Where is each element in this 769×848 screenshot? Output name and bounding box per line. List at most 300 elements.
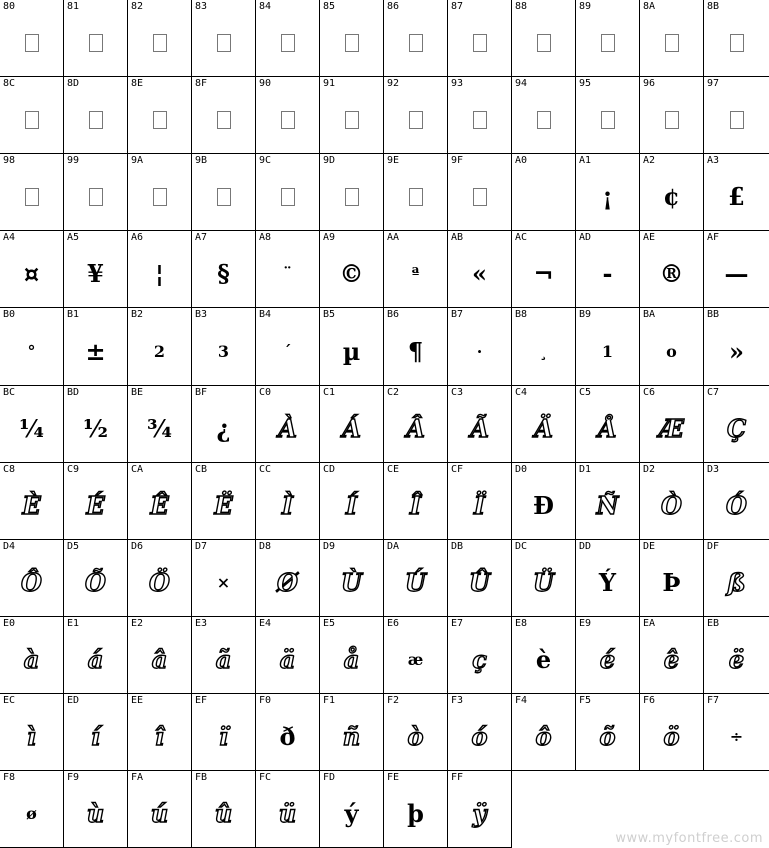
glyph-cell [448, 617, 512, 694]
glyph-code-label: AE [643, 232, 656, 243]
glyph-cell [320, 694, 384, 771]
glyph-character [512, 164, 575, 230]
glyph-cell [128, 77, 192, 154]
glyph-cell [64, 694, 128, 771]
glyph-code-label: D6 [131, 541, 144, 552]
glyph-code-label: E4 [259, 618, 272, 629]
glyph-character: Õ [85, 568, 106, 597]
glyph-character: Ý [598, 568, 617, 597]
glyph-cell [384, 308, 448, 386]
glyph-cell [64, 154, 128, 231]
glyph-cell [320, 231, 384, 308]
glyph-code-label: A1 [579, 155, 592, 166]
missing-glyph-box [704, 10, 769, 76]
missing-glyph-icon [665, 34, 679, 52]
missing-glyph-icon [281, 188, 295, 206]
glyph-cell [256, 154, 320, 231]
glyph-code-label: BC [3, 387, 16, 398]
glyph-cell [0, 694, 64, 771]
glyph-character: Ì [281, 491, 294, 520]
glyph-code-label: 9D [323, 155, 336, 166]
missing-glyph-icon [25, 34, 39, 52]
glyph-cell [256, 463, 320, 540]
glyph-code-label: CA [131, 464, 144, 475]
glyph-code-label: 93 [451, 78, 464, 89]
glyph-character: ½ [82, 414, 109, 443]
glyph-cell [256, 540, 320, 617]
glyph-character: ç [472, 645, 487, 674]
glyph-code-label: E5 [323, 618, 336, 629]
glyph-character: þ [407, 799, 424, 828]
glyph-character: è [535, 645, 552, 674]
glyph-cell [192, 231, 256, 308]
glyph-character: × [216, 573, 231, 592]
glyph-cell [576, 0, 640, 77]
glyph-character: ÷ [729, 727, 744, 746]
glyph-cell [384, 771, 448, 848]
missing-glyph-icon [665, 111, 679, 129]
glyph-code-label: C8 [3, 464, 16, 475]
glyph-character: û [214, 799, 233, 828]
missing-glyph-box [0, 10, 63, 76]
glyph-code-label: C1 [323, 387, 336, 398]
glyph-cell [704, 386, 769, 463]
glyph-cell [512, 463, 576, 540]
glyph-cell [320, 771, 384, 848]
glyph-code-label: 86 [387, 1, 400, 12]
glyph-cell [128, 540, 192, 617]
glyph-cell [704, 0, 769, 77]
glyph-cell [192, 463, 256, 540]
glyph-cell [256, 0, 320, 77]
glyph-code-label: F9 [67, 772, 80, 783]
missing-glyph-icon [345, 111, 359, 129]
glyph-code-label: EE [131, 695, 144, 706]
glyph-cell [0, 0, 64, 77]
glyph-code-label: C0 [259, 387, 272, 398]
glyph-character: à [23, 645, 40, 674]
glyph-character: ¾ [146, 414, 173, 443]
missing-glyph-box [512, 87, 575, 153]
glyph-character: © [339, 259, 364, 288]
glyph-character: ¢ [663, 182, 680, 211]
missing-glyph-box [320, 10, 383, 76]
glyph-code-label: D4 [3, 541, 16, 552]
glyph-character: « [472, 259, 487, 288]
missing-glyph-icon [281, 111, 295, 129]
glyph-code-label: DC [515, 541, 528, 552]
glyph-cell [0, 617, 64, 694]
glyph-cell [384, 386, 448, 463]
missing-glyph-icon [537, 34, 551, 52]
glyph-character: ¨ [283, 264, 292, 283]
glyph-cell [576, 308, 640, 386]
missing-glyph-icon [537, 111, 551, 129]
glyph-character: Ø [277, 568, 298, 597]
glyph-code-label: E1 [67, 618, 80, 629]
glyph-character: Û [469, 568, 490, 597]
glyph-code-label: BA [643, 309, 656, 320]
glyph-cell [0, 463, 64, 540]
glyph-code-label: A7 [195, 232, 208, 243]
glyph-cell [576, 463, 640, 540]
glyph-code-label: 8C [3, 78, 16, 89]
glyph-code-label: 85 [323, 1, 336, 12]
glyph-code-label: B2 [131, 309, 144, 320]
glyph-character: ¥ [87, 259, 104, 288]
glyph-character: ì [26, 722, 37, 751]
missing-glyph-icon [409, 34, 423, 52]
glyph-code-label: CB [195, 464, 208, 475]
glyph-character: ¿ [216, 414, 231, 443]
glyph-code-label: D3 [707, 464, 720, 475]
missing-glyph-icon [89, 34, 103, 52]
glyph-cell [640, 463, 704, 540]
glyph-character: ý [344, 799, 359, 828]
glyph-cell [192, 308, 256, 386]
glyph-cell [576, 540, 640, 617]
glyph-cell [320, 0, 384, 77]
glyph-cell [128, 771, 192, 848]
glyph-cell [384, 0, 448, 77]
glyph-cell [384, 231, 448, 308]
glyph-cell [320, 386, 384, 463]
glyph-code-label: E2 [131, 618, 144, 629]
glyph-cell [640, 77, 704, 154]
missing-glyph-icon [345, 34, 359, 52]
glyph-cell [704, 617, 769, 694]
glyph-cell [640, 231, 704, 308]
glyph-cell [512, 540, 576, 617]
glyph-code-label: CC [259, 464, 272, 475]
glyph-cell [640, 617, 704, 694]
glyph-code-label: 99 [67, 155, 80, 166]
glyph-code-label: A0 [515, 155, 528, 166]
glyph-character: 3 [217, 341, 230, 361]
glyph-cell [64, 308, 128, 386]
glyph-code-label: BE [131, 387, 144, 398]
glyph-code-label: DD [579, 541, 592, 552]
glyph-code-label: A3 [707, 155, 720, 166]
glyph-code-label: E9 [579, 618, 592, 629]
glyph-code-label: 92 [387, 78, 400, 89]
glyph-character: é [599, 645, 616, 674]
watermark: www.myfontfree.com [615, 831, 763, 846]
missing-glyph-icon [601, 34, 615, 52]
glyph-cell [192, 154, 256, 231]
missing-glyph-box [192, 164, 255, 230]
glyph-character: Ã [470, 414, 489, 443]
missing-glyph-icon [409, 188, 423, 206]
glyph-character: ñ [342, 722, 361, 751]
glyph-cell [320, 617, 384, 694]
glyph-code-label: ED [67, 695, 80, 706]
missing-glyph-icon [473, 34, 487, 52]
glyph-character: ï [218, 722, 229, 751]
glyph-cell [0, 386, 64, 463]
glyph-code-label: EB [707, 618, 720, 629]
glyph-cell [448, 463, 512, 540]
glyph-cell [256, 617, 320, 694]
glyph-code-label: D8 [259, 541, 272, 552]
glyph-cell [64, 231, 128, 308]
glyph-character: ù [86, 799, 105, 828]
glyph-character: ¼ [18, 414, 45, 443]
glyph-character: ä [279, 645, 296, 674]
glyph-code-label: A2 [643, 155, 656, 166]
glyph-character: Þ [662, 568, 681, 597]
glyph-cell [256, 77, 320, 154]
glyph-code-label: FE [387, 772, 400, 783]
glyph-cell [576, 231, 640, 308]
glyph-cell [192, 771, 256, 848]
glyph-code-label: CE [387, 464, 400, 475]
glyph-code-label: FB [195, 772, 208, 783]
glyph-cell [448, 694, 512, 771]
glyph-code-label: A5 [67, 232, 80, 243]
missing-glyph-box [512, 10, 575, 76]
glyph-character: ´ [283, 341, 292, 361]
glyph-cell [320, 463, 384, 540]
glyph-code-label: DE [643, 541, 656, 552]
glyph-character: Ü [533, 568, 554, 597]
glyph-character: £ [728, 182, 745, 211]
missing-glyph-box [448, 10, 511, 76]
glyph-character: á [87, 645, 104, 674]
glyph-code-label: C4 [515, 387, 528, 398]
glyph-code-label: B7 [451, 309, 464, 320]
missing-glyph-box [64, 164, 127, 230]
glyph-code-label: D5 [67, 541, 80, 552]
glyph-character: ° [27, 341, 36, 361]
glyph-cell [640, 154, 704, 231]
glyph-cell [128, 231, 192, 308]
glyph-cell [512, 694, 576, 771]
glyph-code-label: D0 [515, 464, 528, 475]
missing-glyph-box [64, 10, 127, 76]
glyph-code-label: AD [579, 232, 592, 243]
glyph-code-label: C6 [643, 387, 656, 398]
glyph-cell [512, 386, 576, 463]
glyph-code-label: B8 [515, 309, 528, 320]
missing-glyph-box [448, 164, 511, 230]
glyph-code-label: BF [195, 387, 208, 398]
glyph-cell [704, 694, 769, 771]
glyph-character: » [729, 336, 744, 366]
glyph-character: æ [407, 650, 424, 669]
missing-glyph-box [384, 164, 447, 230]
missing-glyph-box [704, 87, 769, 153]
missing-glyph-icon [473, 111, 487, 129]
glyph-character: Ä [534, 414, 553, 443]
glyph-character: â [151, 645, 168, 674]
glyph-code-label: 83 [195, 1, 208, 12]
glyph-code-label: BB [707, 309, 720, 320]
missing-glyph-icon [409, 111, 423, 129]
glyph-code-label: 97 [707, 78, 720, 89]
missing-glyph-icon [217, 111, 231, 129]
glyph-code-label: E0 [3, 618, 16, 629]
glyph-code-label: B0 [3, 309, 16, 320]
glyph-code-label: B1 [67, 309, 80, 320]
glyph-cell [704, 540, 769, 617]
glyph-code-label: F4 [515, 695, 528, 706]
missing-glyph-box [128, 164, 191, 230]
glyph-code-label: F6 [643, 695, 656, 706]
glyph-code-label: F1 [323, 695, 336, 706]
glyph-cell [192, 540, 256, 617]
missing-glyph-box [384, 87, 447, 153]
glyph-cell [64, 0, 128, 77]
glyph-cell [448, 386, 512, 463]
glyph-character: ¦ [155, 259, 164, 288]
glyph-code-label: C9 [67, 464, 80, 475]
glyph-code-label: CD [323, 464, 336, 475]
missing-glyph-icon [89, 111, 103, 129]
glyph-character: · [476, 341, 483, 361]
missing-glyph-icon [730, 111, 744, 129]
glyph-code-label: 89 [579, 1, 592, 12]
glyph-character: Ó [726, 491, 747, 520]
glyph-cell [384, 694, 448, 771]
glyph-code-label: C5 [579, 387, 592, 398]
glyph-cell [256, 694, 320, 771]
glyph-cell [320, 308, 384, 386]
glyph-cell [512, 231, 576, 308]
glyph-cell [128, 0, 192, 77]
glyph-code-label: B6 [387, 309, 400, 320]
glyph-code-label: A4 [3, 232, 16, 243]
glyph-code-label: C2 [387, 387, 400, 398]
missing-glyph-box [0, 87, 63, 153]
glyph-character: o [666, 341, 677, 361]
glyph-cell [512, 154, 576, 231]
glyph-code-label: 9B [195, 155, 208, 166]
glyph-character: Å [598, 414, 617, 443]
glyph-cell [640, 0, 704, 77]
glyph-code-label: 88 [515, 1, 528, 12]
glyph-cell [0, 540, 64, 617]
glyph-cell [0, 154, 64, 231]
glyph-code-label: 96 [643, 78, 656, 89]
glyph-character: å [343, 645, 360, 674]
glyph-code-label: 9F [451, 155, 464, 166]
glyph-character: Ç [726, 414, 747, 443]
glyph-cell [448, 308, 512, 386]
glyph-cell [512, 308, 576, 386]
glyph-character: Â [406, 414, 425, 443]
glyph-cell [576, 386, 640, 463]
missing-glyph-box [576, 87, 639, 153]
missing-glyph-icon [345, 188, 359, 206]
glyph-code-label: FA [131, 772, 144, 783]
missing-glyph-box [640, 87, 703, 153]
glyph-code-label: 8B [707, 1, 720, 12]
glyph-character: ð [279, 722, 296, 751]
glyph-code-label: A8 [259, 232, 272, 243]
glyph-cell [448, 154, 512, 231]
glyph-character: È [22, 491, 41, 520]
glyph-cell [320, 77, 384, 154]
glyph-code-label: AF [707, 232, 720, 243]
glyph-character: Î [409, 491, 422, 520]
glyph-cell [192, 386, 256, 463]
glyph-code-label: EA [643, 618, 656, 629]
glyph-code-label: C3 [451, 387, 464, 398]
glyph-character: Ñ [596, 491, 619, 520]
glyph-code-label: F8 [3, 772, 16, 783]
glyph-code-label: D7 [195, 541, 208, 552]
glyph-character: 1 [601, 341, 614, 361]
glyph-cell [576, 154, 640, 231]
glyph-cell [704, 77, 769, 154]
glyph-character: Đ [533, 491, 554, 520]
missing-glyph-icon [25, 111, 39, 129]
glyph-cell [128, 386, 192, 463]
missing-glyph-icon [25, 188, 39, 206]
glyph-cell [64, 540, 128, 617]
glyph-code-label: B3 [195, 309, 208, 320]
glyph-character: ¤ [23, 259, 40, 288]
missing-glyph-icon [153, 111, 167, 129]
glyph-code-label: 95 [579, 78, 592, 89]
glyph-code-label: FD [323, 772, 336, 783]
glyph-cell [0, 77, 64, 154]
glyph-cell [128, 694, 192, 771]
glyph-character: § [217, 259, 230, 288]
glyph-cell [128, 617, 192, 694]
glyph-character: 2 [153, 341, 166, 361]
glyph-character: ¸ [539, 341, 548, 361]
glyph-cell [128, 154, 192, 231]
missing-glyph-box [256, 10, 319, 76]
glyph-character: õ [599, 722, 616, 751]
glyph-cell [448, 771, 512, 848]
missing-glyph-box [128, 87, 191, 153]
glyph-code-label: FF [451, 772, 464, 783]
missing-glyph-icon [89, 188, 103, 206]
glyph-cell [512, 617, 576, 694]
glyph-code-label: 8F [195, 78, 208, 89]
glyph-cell [384, 540, 448, 617]
glyph-character: ¶ [407, 336, 424, 366]
glyph-code-label: F0 [259, 695, 272, 706]
glyph-character: Í [345, 491, 358, 520]
glyph-cell [640, 694, 704, 771]
glyph-code-label: E6 [387, 618, 400, 629]
glyph-character: - [602, 259, 613, 288]
missing-glyph-box [0, 164, 63, 230]
glyph-code-label: CF [451, 464, 464, 475]
missing-glyph-box [320, 164, 383, 230]
missing-glyph-box [128, 10, 191, 76]
glyph-code-label: A9 [323, 232, 336, 243]
glyph-cell [64, 771, 128, 848]
glyph-code-label: DB [451, 541, 464, 552]
missing-glyph-icon [473, 188, 487, 206]
missing-glyph-box [256, 164, 319, 230]
glyph-character: À [278, 414, 297, 443]
glyph-character: ® [659, 259, 684, 288]
missing-glyph-box [384, 10, 447, 76]
glyph-code-label: 82 [131, 1, 144, 12]
glyph-cell [512, 77, 576, 154]
glyph-cell [640, 540, 704, 617]
glyph-code-label: E7 [451, 618, 464, 629]
glyph-character: ö [663, 722, 680, 751]
glyph-code-label: 87 [451, 1, 464, 12]
glyph-character: µ [342, 336, 361, 366]
